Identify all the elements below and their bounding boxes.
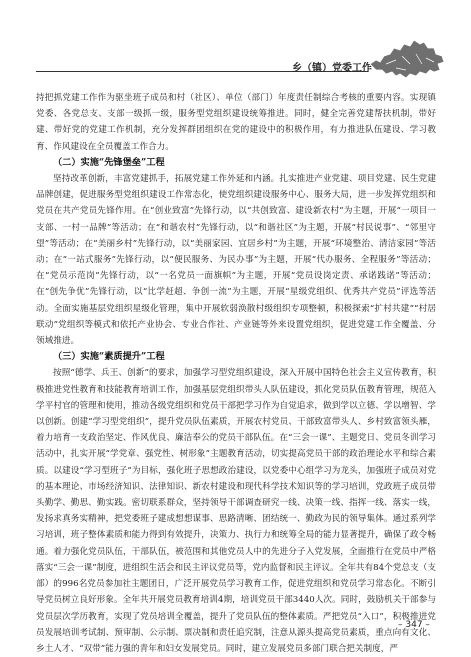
article-body [36,90,436,657]
body-paragraph: 持把抓党建工作作为驱坐班子成员和村（社区）、单位（部门）年度责任制综合考核的重要内容。实现镇党委、各党总支、支部一级抓一级，服务型党组织建设统筹推进。同时，健全完善党建帮扶机制，带好建、带好党的党建工作机制，充分发挥群团组织在党的建设中的积极作用，有力推进队伍建设、学习教育、作风建设在全员覆盖工作合力。 [36,93,436,152]
region-map-icon [366,34,448,82]
section-heading: （二）实施“先锋堡垒”工程 [53,156,165,168]
page-header [0,0,471,86]
page-number: – 347 – [398,620,430,630]
body-paragraph: 按照“德学、兵王、创新”的要求，加强学习型党组织建设，深入开展中国特色社会主义宣传教育，积极推进党性教育和技能教育培训工作，加强基层党组织带头人队伍建设，抓化党员队伍教育管理，规范入学平村官的管理和使用，推动各级党组织和党员干部把学习作为自觉追求，做到学以立德、学以增智、学以创新。创建“学习型党组织”，提升党员队伍素质，开展农村党员、干部致富带头人、乡村致富领头雁，着力培育一支政治坚定、作风优良、廉洁奉公的党员干部队伍。在“三会一课”、主题党日、党员冬训学习活动中，扎实开展“学党章、强党性、树形象”主题教育活动，切实提高党员干部的政治理论水平和综合素质。以建设“学习型班子”为目标，强化班子思想政治建设，以党委中心组学习为龙头，加强班子成员对党的基本理论、市场经济知识、法律知识、新农村建设和现代科学技术知识等的学习培训，党政班子成员带头勤学、勤思、勤实践。密切联系群众，坚持领导干部调查研究一线、决策一线、指挥一线、落实一线，发扬求真务实精神，把党委班子建成想想谋事、思路清晰、团结统一、勤政为民的领导集体。通过系列学习培训，班子整体素质和能力得到有效提升，决策力、执行力和统筹全局的能力显著提升，确保了政令畅通。着力强化党员队伍，干部队伍，被范围和其他党员人中的先进分子入党发展，全面推行在党员中严格落实“三会一课”制度，进组织生活会和民主评议党员等，党内监督和民主评议。全年共有84个党总支（支部）的996名党员参加社主题团日，广泛开展党员学习教育工作，促进党组织和党员学习常态化。不断引导党员树立良好形象。全年共开展党员教育培训4期，培训党员干部3440人次。同时，鼓励机关干部参与党员层次学历教育，实现了党员培训全覆盖，提升了党员队伍的整体素质。严把党员“入口”，积极推进党员发展培训考试制、预审制、公示制、票决制和责任追究制，注意从源头提高党员素质，重点向有文化、乡土人才、“双带”能力强的青年和妇女发展党员。同时，建立发展党员多部门联合把关制度，严 [36,368,436,654]
body-paragraph: 坚持改革创新，丰富党建抓手，拓展党建工作外延和内涵。扎实推进产业党建、项目党建、民生党建品牌创建，促进服务型党组织建设工作常态化，使党组织建设服务中心、服务大局，进一步发挥党组织和党员在共产党员先锋作用。在“创业致富”先锋行动，以“共创致富、建设新农村”为主题，开展“一项目一支部、一村一品牌”等活动；在“和谐农村”先锋行动，以“和谐社区”为主题，开展“村民说事”、“邻里守望”等活动；在“美丽乡村”先锋行动，以“美丽家园、宜居乡村”为主题，开展“环境整治、清洁家园”等活动；在“一站式服务”先锋行动，以“便民服务、为民办事”为主题，开展“代办服务、全程服务”等活动；在“党员示范岗”先锋行动，以“一名党员一面旗帜”为主题，开展“党员设岗定责、承诺践诺”等活动；在“创先争优”先锋行动，以“比学赶超、争创一流”为主题，开展“星级党组织、优秀共产党员”评选等活动。全面实施基层党组织星级化管理，集中开展软弱涣散村级组织专项整顿，积极探索“扩村共建”“村居联动”党组织等模式和依托产业协会、专业合作社、产业链等外来设置党组织，促进党建工作全覆盖、分领域推进。 [36,174,436,347]
section-heading: （三）实施“素质提升”工程 [53,351,165,363]
running-head: 乡（镇）党委工作 [292,63,372,74]
